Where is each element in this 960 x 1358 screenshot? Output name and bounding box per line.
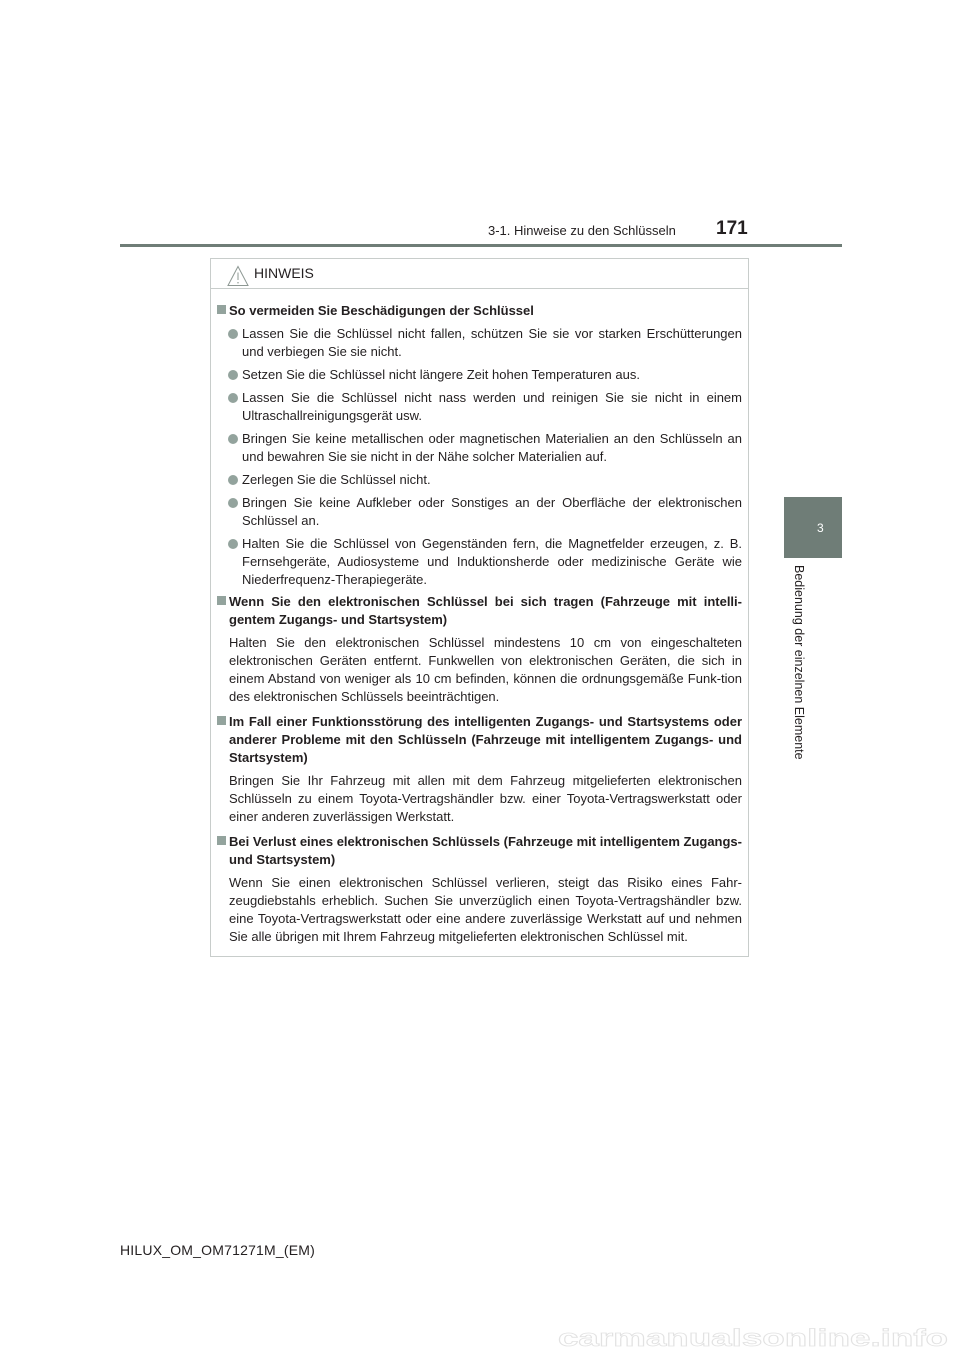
section-paragraph: Bringen Sie Ihr Fahrzeug mit allen mit dem Fahrzeug mitgelieferten elektronischen Schlüsseln zu einem Toyota-Vertragshändler bzw. einer Toyota-Vertragswerkstatt oder einer anderen zuverlässigen Werkstatt. [229, 773, 742, 824]
section-heading [217, 593, 742, 629]
list-item [217, 430, 742, 466]
list-item-text: Halten Sie die Schlüssel von Gegenständen fern, die Magnetfelder erzeugen, z. B. Fernsehgeräte, Audiosysteme und Induktionsherde oder medizinische Geräte wie Niederfrequenz-Therapiegeräte. [242, 536, 742, 587]
list-item [217, 535, 742, 589]
section-carrying-key [217, 593, 742, 706]
section-heading-text: Im Fall einer Funktionsstörung des intelligenten Zugangs- und Startsystems oder anderer Probleme mit den Schlüsseln (Fahrzeuge mit intelligentem Zugangs- und Startsystem) [229, 714, 742, 765]
circle-bullet-icon [228, 329, 238, 339]
section-heading [217, 833, 742, 869]
circle-bullet-icon [228, 434, 238, 444]
list-item [217, 494, 742, 530]
circle-bullet-icon [228, 475, 238, 485]
circle-bullet-icon [228, 393, 238, 403]
section-heading [217, 713, 742, 767]
chapter-tab [784, 497, 842, 558]
section-heading-text: Bei Verlust eines elektronischen Schlüssels (Fahrzeuge mit intelligentem Zugangs- und Startsystem) [229, 834, 742, 867]
square-bullet-icon [217, 305, 226, 314]
section-avoid-damage [217, 302, 742, 589]
notice-body [211, 289, 748, 946]
svg-text:carmanualsonline.info: carmanualsonline.info [558, 1326, 948, 1352]
bullet-list [217, 325, 742, 589]
square-bullet-icon [217, 596, 226, 605]
list-item-text: Lassen Sie die Schlüssel nicht fallen, schützen Sie sie vor starken Erschütterungen und verbiegen Sie sie nicht. [242, 326, 742, 359]
notice-box [210, 258, 749, 957]
section-heading-text: So vermeiden Sie Beschädigungen der Schlüssel [229, 303, 534, 318]
section-lost-key [217, 833, 742, 946]
square-bullet-icon [217, 716, 226, 725]
list-item [217, 366, 742, 384]
circle-bullet-icon [228, 370, 238, 380]
section-malfunction [217, 713, 742, 826]
list-item-text: Bringen Sie keine metallischen oder magnetischen Materialien an den Schlüsseln an und bewahren Sie sie nicht in der Nähe solcher Materialien auf. [242, 431, 742, 464]
chapter-number: 3 [817, 521, 824, 535]
footer-doc-code: HILUX_OM_OM71271M_(EM) [120, 1242, 316, 1258]
watermark-logo [558, 1326, 952, 1352]
list-item [217, 325, 742, 361]
circle-bullet-icon [228, 498, 238, 508]
section-paragraph: Halten Sie den elektronischen Schlüssel mindestens 10 cm von eingeschalteten elektronischen Geräten entfernt. Funkwellen von elektronischen Geräten, die sich in einem Abstand von weniger als 10 cm befinden, können die ordnungsgemäße Funk-tion des elektronischen Schlüssels beeinträchtigen. [229, 635, 742, 704]
header-rule [120, 244, 842, 247]
list-item-text: Bringen Sie keine Aufkleber oder Sonstiges an der Oberfläche der elektronischen Schlüssel an. [242, 495, 742, 528]
section-heading [217, 302, 742, 320]
list-item [217, 471, 742, 489]
list-item-text: Zerlegen Sie die Schlüssel nicht. [242, 472, 431, 487]
section-paragraph: Wenn Sie einen elektronischen Schlüssel verlieren, steigt das Risiko eines Fahr-zeugdiebstahls erheblich. Suchen Sie unverzüglich einen Toyota-Vertragshändler bzw. eine Toyota-Vertragswerkstatt oder eine andere zuverlässige Werkstatt auf und nehmen Sie alle übrigen mit Ihrem Fahrzeug mitgelieferten elektronischen Schlüssel mit. [229, 875, 742, 944]
page-number: 171 [716, 218, 748, 239]
square-bullet-icon [217, 836, 226, 845]
chapter-label-text: Bedienung der einzelnen Elemente [792, 565, 806, 760]
circle-bullet-icon [228, 539, 238, 549]
list-item-text: Lassen Sie die Schlüssel nicht nass werden und reinigen Sie sie nicht in einem Ultraschallreinigungsgerät usw. [242, 390, 742, 423]
chapter-side-label [790, 565, 806, 775]
warning-triangle-icon [227, 265, 249, 287]
notice-title: HINWEIS [254, 265, 314, 281]
list-item-text: Setzen Sie die Schlüssel nicht längere Zeit hohen Temperaturen aus. [242, 367, 640, 382]
list-item [217, 389, 742, 425]
notice-header [211, 259, 748, 289]
section-heading-text: Wenn Sie den elektronischen Schlüssel bei sich tragen (Fahrzeuge mit intelli-gentem Zugangs- und Startsystem) [229, 594, 742, 627]
header-section-title: 3-1. Hinweise zu den Schlüsseln [488, 223, 676, 238]
